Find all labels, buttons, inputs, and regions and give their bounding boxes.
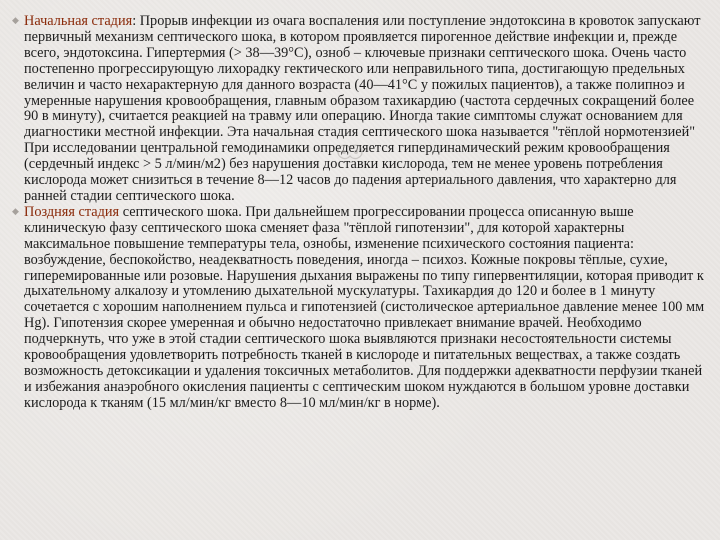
slide-content [12,14,708,412]
paragraph-initial-stage [12,14,708,205]
bullet-icon: ◆ [12,16,19,26]
watermark-logo-icon [334,140,368,164]
bullet-icon: ◆ [12,206,19,217]
paragraph-late-stage [12,205,708,412]
section-label-late: Поздняя стадия [24,203,120,220]
section-label-initial: Начальная стадия [24,13,133,29]
paragraph-text-late: септического шока. При дальнейшем прогрессировании процесса описанную выше клиническую фазу септического шока сменяет фаза "тёплой гипотензии", для которой характерны максимальное повышение температуры тела, ознобы, изменение психического состояния пациента: возбуждение, беспокойство, неадекватность поведения, иногда – психоз. Кожные покровы тёплые, сухие, гиперемированные или розовые. Нарушения дыхания выражены по типу гипервентиляции, которая приводит к дыхательному алкалозу и утомлению дыхательной мускулатуры. Тахикардия до 120 и более в 1 минуту сочетается с хорошим наполнением пульса и гипотензией (систолическое артериальное давление менее 100 мм Hg). Гипотензия скорее умеренная и обычно недостаточно привлекает внимание врачей. Необходимо подчеркнуть, что уже в этой стадии септического шока выявляются признаки несостоятельности системы кровообращения удовлетворить потребность тканей в кислороде и питательных веществах, а также создать возможность детоксикации и удаления токсичных метаболитов. Для поддержки адекватности перфузии тканей и избежания анаэробного окисления пациенты с септическим шоком нуждаются в большом уровне доставки кислорода к тканям (15 мл/мин/кг вместо 8—10 мл/мин/кг в норме). [24,203,705,411]
paragraph-text-initial: : Прорыв инфекции из очага воспаления или поступление эндотоксина в кровоток запускают первичный механизм септического шока, в котором проявляется пирогенное действие инфекции и, прежде всего, эндотоксина. Гипертермия (> 38—39°С), озноб – ключевые признаки септического шока. Очень часто постепенно прогрессирующую лихорадку гектического или неправильного типа, достигающую предельных величин и часто нехарактерную для данного возраста (40—41°С у пожилых пациентов), а также полипноэ и умеренные нарушения кровообращения, главным образом тахикардию (частота сердечных сокращений более 90 в минуту), считается реакцией на травму или операцию. Иногда такие симптомы служат основанием для диагностики местной инфекции. Эта начальная стадия септического шока называется "тёплой нормотензией" При исследовании центральной гемодинамики определяется гипердинамический режим кровообращения (сердечный индекс > 5 л/мин/м2) без нарушения доставки кислорода, тем не менее уровень потребления кислорода может снизиться в течение 8—12 часов до падения артериального давления, что характерно для ранней стадии септического шока. [24,13,701,204]
